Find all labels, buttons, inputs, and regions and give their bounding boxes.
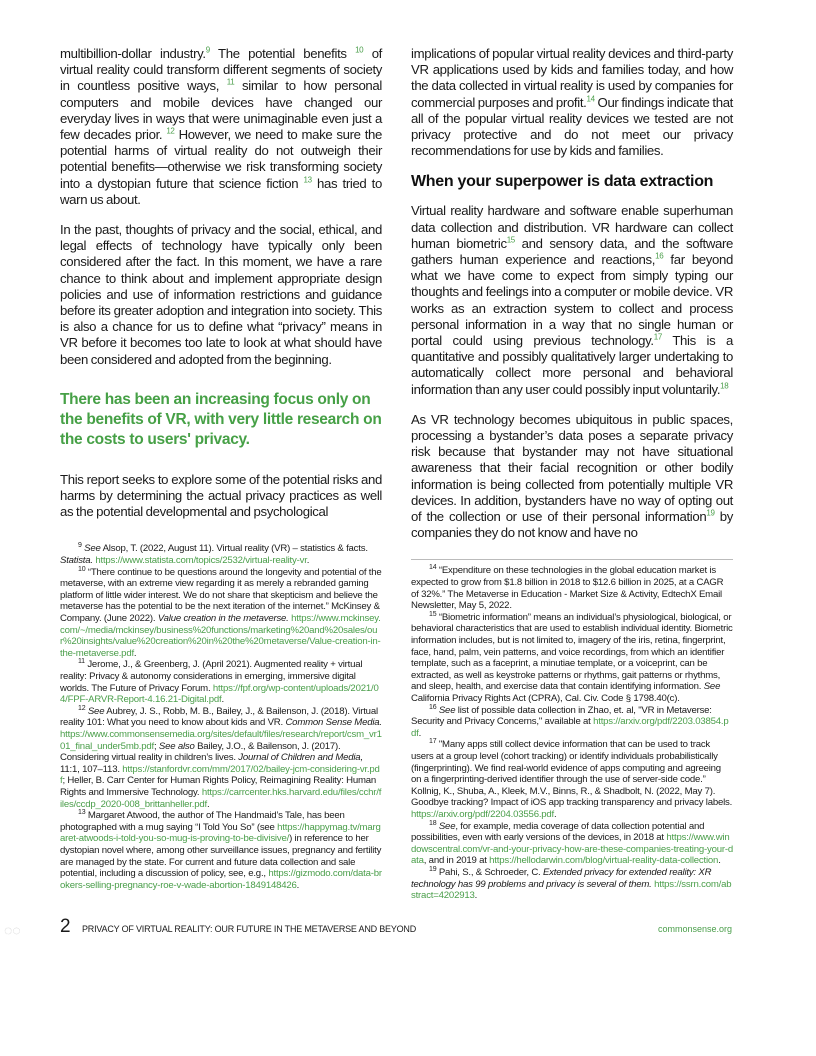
footer-site-link[interactable]: commonsense.org xyxy=(657,923,732,934)
text: ; Heller, B. Carr Center for Human Rights Policy, Reimagining Reality: Human Rights and Immersive Technology. xyxy=(60,775,377,798)
citation-link[interactable]: https://ssrn.com/abstract=4202913 xyxy=(411,878,732,902)
footnote-list xyxy=(60,543,382,891)
section-heading: When your superpower is data extraction xyxy=(411,173,714,191)
footnote xyxy=(411,739,733,820)
text: “There continue to be questions around the longevity and potential of the metaverse, with an extreme view regarding it as merely a rebranded gaming platform of little wider interest. We do not share that skepticism and believe the metaverse has the potential to be the next iteration of the internet.” McKinsey & Company. (June 2022). xyxy=(60,566,382,625)
footnote-number: 18 xyxy=(429,819,437,827)
italic-text: See also xyxy=(158,740,195,752)
right-paragraphs xyxy=(411,46,733,159)
footnote-reference[interactable]: 11 xyxy=(226,78,235,88)
paragraph xyxy=(60,222,382,368)
footnote xyxy=(60,810,382,891)
left-column xyxy=(60,46,382,891)
text: “Biometric information” means an individual’s physiological, biological, or behavioral characteristics that are used to establish individual identity. Biometric information includes, but is not limited to, imagery of the iris, retina, fingerprint, face, hand, palm, vein patterns, and voice recordings, from which an identifier template, such as a faceprint, a minutiae template, or a voiceprint, can be extracted, as well as keystroke patterns or rhythms, gait patterns or rhythms, and sleep, health, and exercise data that contain identifying information. xyxy=(411,611,733,693)
watermark-logo: ◌◌ xyxy=(4,921,21,938)
footnote-reference[interactable]: 16 xyxy=(655,251,664,261)
left-body xyxy=(60,46,382,534)
text: This report seeks to explore some of the potential risks and harms by determining the actual privacy practices as well as the potential developmental and psychological xyxy=(60,471,382,520)
paragraph xyxy=(411,46,733,159)
footnote xyxy=(60,567,382,660)
text: and sensory data, and the software gathers human experience and reactions, xyxy=(411,235,733,268)
footnote-number: 9 xyxy=(78,542,82,550)
footnote-reference[interactable]: 12 xyxy=(166,126,175,136)
footnote xyxy=(411,612,733,705)
text: California Privacy Rights Act (CPRA), Cal. Civ. Code § 1798.40(c). xyxy=(411,693,680,705)
italic-text: Statista. xyxy=(60,555,93,567)
footnote xyxy=(411,821,733,867)
pull-quote: There has been an increasing focus only on the benefits of VR, with very little research on the costs to users' privacy. xyxy=(60,390,382,448)
text: far beyond what we have come to expect from simply typing our thoughts and feelings into a computer or mobile device. VR works as an extraction system to collect and process personal information in a way that no single human or portal could using previous technology. xyxy=(411,252,733,349)
text: . xyxy=(718,855,721,867)
paragraph xyxy=(60,472,382,521)
left-paragraphs-2 xyxy=(60,472,382,521)
text: “Expenditure on these technologies in the global education market is expected to grow from $1.8 billion in 2018 to $12.6 billion in 2025, at a CAGR of 32%.” The Metaverse in Education - Market Size & Activity, EdtechX Email Newsletter, May 5, 2022. xyxy=(411,565,724,612)
footnote-reference[interactable]: 17 xyxy=(653,332,662,342)
citation-link[interactable]: https://hellodarwin.com/blog/virtual-reality-data-collection xyxy=(489,855,719,867)
text: Jerome, J., & Greenberg, J. (April 2021). Augmented reality + virtual reality: Privacy & autonomy considerations in emerging, immersive digital worlds. The Future of Privacy Forum. xyxy=(60,659,363,694)
footnote-list xyxy=(411,565,733,901)
citation-link[interactable]: https://gizmodo.com/data-brokers-selling-pregnancy-roe-v-wade-abortion-1849148426 xyxy=(60,868,382,891)
footnote-number: 11 xyxy=(78,658,85,666)
left-paragraphs xyxy=(60,46,382,368)
footnote-number: 17 xyxy=(429,738,437,746)
text: Aubrey, J. S., Robb, M. B., Bailey, J., & Bailenson, J. (2018). Virtual reality 101: What you need to know about kids and VR. xyxy=(60,705,378,729)
citation-link[interactable]: https://carrcenter.hks.harvard.edu/files/cchr/files/ccdp_2020-008_brittanheller.pdf xyxy=(60,786,382,810)
text: As VR technology becomes ubiquitous in public spaces, processing a bystander’s data poses a separate privacy risk because that bystander may not have situational awareness that their facial recognition or other bodily information is being collected from potentially multiple VR devices. In addition, bystanders have no way of opting out of the collection or use of their personal information xyxy=(411,411,733,525)
italic-text: See xyxy=(84,543,101,555)
text: Margaret Atwood, the author of The Handmaid’s Tale, has been photographed with a mug saying “I Told You So” (see xyxy=(60,810,345,833)
text: of virtual reality could transform different segments of society in countless positive ways, xyxy=(60,46,382,94)
text: . xyxy=(474,890,478,902)
text: . xyxy=(133,647,137,659)
footnote-reference[interactable]: 9 xyxy=(205,45,210,55)
text: , and in 2019 at xyxy=(423,855,490,867)
footnote-number: 16 xyxy=(429,703,437,711)
text: by companies they do not know and have no xyxy=(411,509,734,541)
citation-link[interactable]: https://www.commonsensemedia.org/sites/default/files/research/report/csm_vr101_final_under5mb.pdf xyxy=(60,728,382,752)
text: . xyxy=(554,808,557,820)
citation-link[interactable]: https://happymag.tv/margaret-atwoods-i-told-you-so-mug-is-proving-to-be-divisive/ xyxy=(60,821,381,845)
text: . xyxy=(296,879,300,891)
footnote-reference[interactable]: 13 xyxy=(303,175,312,185)
text: implications of popular virtual reality devices and third-party VR applications used by kids and families today, and how the data collected in virtual reality is used by companies for commercial purposes and profit. xyxy=(411,46,733,110)
footnote xyxy=(60,706,382,810)
citation-link[interactable]: https://arxiv.org/pdf/2204.03556.pdf xyxy=(411,808,555,820)
paragraph xyxy=(411,203,733,397)
citation-link[interactable]: https://www.windowscentral.com/vr-and-your-privacy-how-are-these-companies-treating-your-data xyxy=(411,832,733,867)
page-number: 2 xyxy=(60,915,71,937)
text: similar to how personal computers and mobile devices have changed our everyday lives in ways that were unimaginable even just a few decades prior. xyxy=(60,78,382,143)
italic-text: Value creation in the metaverse. xyxy=(157,613,289,625)
text: In the past, thoughts of privacy and the social, ethical, and legal effects of technology have typically only been considered after the fact. In this moment, we have a rare chance to think about and implement appropriate design policies and use of information restrictions and guidance before its greater adoption and integration into society. This is also a chance for us to define what “privacy” means in VR before it becomes too late to look at what should have been considered and adopted from the beginning. xyxy=(60,222,382,367)
footnote xyxy=(411,705,733,740)
footnotes-right xyxy=(411,559,733,901)
paragraph xyxy=(411,412,733,542)
text: "Many apps still collect device information that can be used to track users at a group level (cohort tracking) or identify individuals probabilistically (fingerprinting). We find real-world evidence of apps computing and agreeing on a fingerprinting-derived identifier through the use of server-side code.” Kollnig, K., Shuba, A., Kleek, M.V., Binns, R., & Shadbolt, N. (2022, May 7). Goodbye tracking? Impact of iOS app tracking transparency and privacy labels. xyxy=(411,739,733,809)
footnote-number: 10 xyxy=(78,565,86,573)
citation-link[interactable]: https://www.statista.com/topics/2532/virtual-reality-vr xyxy=(95,555,307,567)
italic-text: Journal of Children and Media, xyxy=(238,752,363,764)
right-body xyxy=(411,46,733,555)
text: Alsop, T. (2022, August 11). Virtual reality (VR) – statistics & facts. xyxy=(100,543,368,555)
footnote-reference[interactable]: 19 xyxy=(706,508,715,518)
page-footer xyxy=(0,916,816,940)
right-column xyxy=(411,46,733,902)
italic-text: Extended privacy for extended reality: XR technology has 99 problems and privacy is several of them. xyxy=(411,866,712,890)
text: multibillion-dollar industry. xyxy=(60,46,206,61)
footnote-number: 14 xyxy=(429,564,437,572)
footnote-reference[interactable]: 18 xyxy=(720,381,729,391)
italic-text: Common Sense Media. xyxy=(285,717,382,729)
italic-text: See xyxy=(438,820,456,832)
footnote xyxy=(60,659,382,705)
footnote xyxy=(411,565,733,611)
text: However, we need to make sure the potential harms of virtual reality do not outweigh their potential benefits—otherwise we risk transforming society into a dystopian future that science fiction xyxy=(60,127,382,191)
text: ; xyxy=(153,740,159,752)
footnote-number: 15 xyxy=(429,610,437,618)
text: , for example, media coverage of data collection potential and possibilities, even with early versions of the devices, in 2018 at xyxy=(411,820,705,844)
text: list of possible data collection in Zhao, et. al, "VR in Metaverse: Security and Privacy Concerns," available at xyxy=(411,704,712,728)
text: . xyxy=(206,798,210,810)
citation-link[interactable]: https://fpf.org/wp-content/uploads/2021/04/FPF-ARVR-Report-4.16.21-Digital.pdf xyxy=(60,682,379,706)
italic-text: See xyxy=(87,705,105,717)
footnotes-left xyxy=(60,538,382,891)
footnote-reference[interactable]: 10 xyxy=(355,45,364,55)
text: Our findings indicate that all of the popular virtual reality devices we tested are not privacy protective and do not meet our privacy recommendations for use by kids and families. xyxy=(411,94,733,159)
citation-link[interactable]: https://www.mckinsey.com/~/media/mckinsey/business%20functions/marketing%20and%20sales/our%20insights/value%20creation%20in%20the%20metaverse/Value-creation-in-the-metaverse.pdf xyxy=(60,613,381,659)
text: 11:1, 107–113. xyxy=(60,763,123,775)
text: . xyxy=(221,694,224,706)
footnote-reference[interactable]: 15 xyxy=(506,235,515,245)
footnote-number: 19 xyxy=(429,865,437,873)
right-paragraphs-2 xyxy=(411,203,733,541)
footnote xyxy=(60,543,382,566)
text: Pahi, S., & Schroeder, C. xyxy=(436,866,543,878)
text: Bailey, J.O., & Bailenson, J. (2017). Considering virtual reality in children’s lives. xyxy=(60,740,341,764)
text: The potential benefits xyxy=(209,46,356,61)
text: has tried to warn us about. xyxy=(60,175,382,207)
text: . xyxy=(418,727,422,739)
footnote-number: 12 xyxy=(78,704,86,712)
citation-link[interactable]: https://arxiv.org/pdf/2203.03854.pdf xyxy=(411,716,729,739)
footnote-reference[interactable]: 14 xyxy=(586,94,595,104)
footnote xyxy=(411,867,733,902)
footnote-number: 13 xyxy=(78,808,86,816)
italic-text: See xyxy=(438,704,456,716)
footer-title: PRIVACY OF VIRTUAL REALITY: OUR FUTURE IN THE METAVERSE AND BEYOND xyxy=(82,923,417,934)
paragraph xyxy=(60,46,382,208)
footnote-rule xyxy=(411,559,733,560)
italic-text: See xyxy=(703,681,721,693)
text: This is a quantitative and possibly qualitatively larger undertaking to automatically collect more personal and behavioral information than any user could possibly input voluntarily. xyxy=(411,333,733,397)
citation-link[interactable]: https://stanfordvr.com/mm/2017/02/bailey-jcm-considering-vr.pdf xyxy=(60,763,380,787)
text: Virtual reality hardware and software enable superhuman data collection and distribution. VR hardware can collect human biometric xyxy=(411,203,733,251)
text: ) in reference to her dystopian novel where, among other surveillance issues, pregnancy and fertility are managed by the state. For current and future data collection and sale potential, including a discussion of policy, see, e.g., xyxy=(60,833,382,880)
text: . xyxy=(306,555,310,567)
